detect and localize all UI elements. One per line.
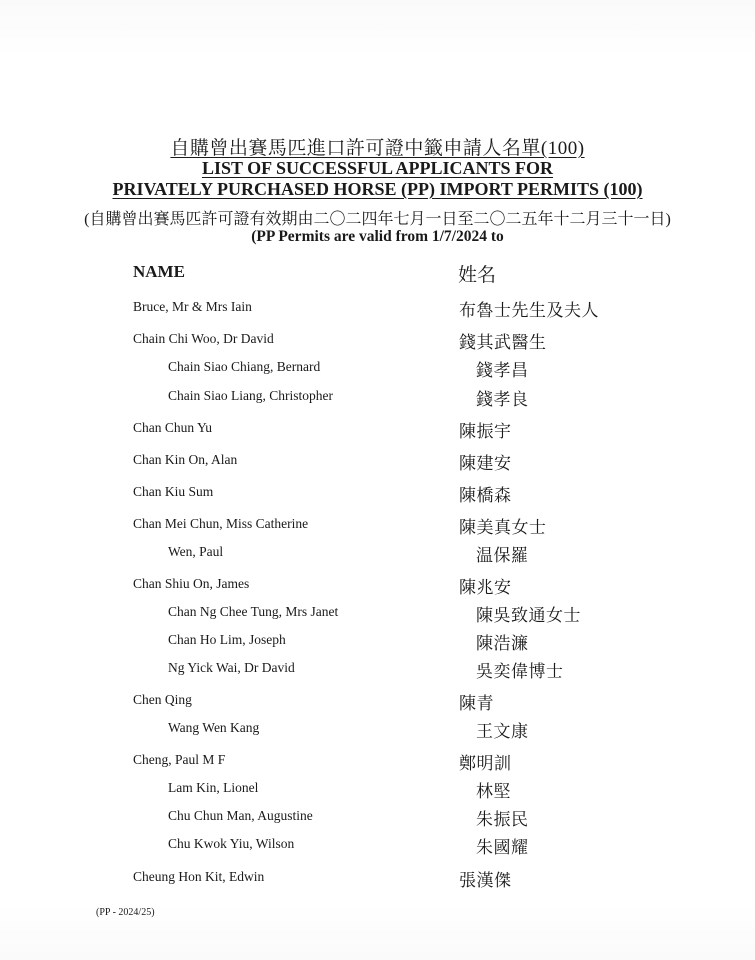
applicant-name-chinese: 温保羅 [476,546,529,565]
applicant-name-chinese: 陳吳致通女士 [476,606,581,625]
applicant-name-english: Chan Kiu Sum [133,484,214,499]
applicant-name-chinese: 吳奕偉博士 [476,662,564,681]
applicant-name-english: Chu Chun Man, Augustine [168,808,313,823]
applicant-name-english: Wang Wen Kang [168,720,260,735]
applicant-name-english: Chan Mei Chun, Miss Catherine [133,516,309,531]
applicant-name-english: Chan Ng Chee Tung, Mrs Janet [168,604,339,619]
applicant-name-english: Chu Kwok Yiu, Wilson [168,836,295,851]
applicant-name-english: Cheung Hon Kit, Edwin [133,869,265,884]
applicant-name-chinese: 錢其武醫生 [459,333,547,352]
applicant-name-english: Bruce, Mr & Mrs Iain [133,299,252,314]
document-title-english-line2: PRIVATELY PURCHASED HORSE (PP) IMPORT PERMITS (100) [112,179,643,199]
document-reference-code: (PP - 2024/25) [96,907,155,918]
applicant-name-english: Lam Kin, Lionel [168,780,259,795]
applicant-name-english: Cheng, Paul M F [133,752,226,767]
applicant-name-english: Chan Kin On, Alan [133,452,238,467]
applicant-name-chinese: 朱振民 [476,810,529,829]
applicant-name-chinese: 陳浩濂 [476,634,529,653]
applicant-name-english: Ng Yick Wai, Dr David [168,660,295,675]
applicant-name-english: Wen, Paul [168,544,224,559]
applicant-name-chinese: 鄭明訓 [459,754,512,773]
validity-note-english: (PP Permits are valid from 1/7/2024 to [251,228,504,245]
applicant-name-english: Chen Qing [133,692,192,707]
applicant-name-chinese: 朱國耀 [476,838,529,857]
applicant-name-chinese: 布魯士先生及夫人 [459,301,599,320]
applicant-name-english: Chan Chun Yu [133,420,213,435]
applicant-name-english: Chain Chi Woo, Dr David [133,331,274,346]
applicant-name-chinese: 錢孝昌 [476,361,529,380]
column-header-name: NAME [133,262,185,281]
applicant-name-english: Chain Siao Liang, Christopher [168,388,333,403]
applicant-name-chinese: 陳振宇 [459,422,512,441]
applicant-name-chinese: 陳兆安 [459,578,512,597]
applicant-name-chinese: 王文康 [476,722,529,741]
applicant-name-chinese: 林堅 [476,782,511,801]
applicant-name-english: Chan Shiu On, James [133,576,250,591]
applicant-name-chinese: 錢孝良 [476,390,529,409]
document-title-english-line1: LIST OF SUCCESSFUL APPLICANTS FOR [201,158,554,178]
document-title-chinese: 自購曾出賽馬匹進口許可證中籤申請人名單(100) [170,138,585,159]
validity-note-chinese: (自購曾出賽馬匹許可證有效期由二〇二四年七月一日至二〇二五年十二月三十一日) [84,211,671,228]
applicant-name-chinese: 張漢傑 [459,871,512,890]
applicant-name-english: Chain Siao Chiang, Bernard [168,359,321,374]
applicant-name-chinese: 陳橋森 [459,486,512,505]
applicant-name-english: Chan Ho Lim, Joseph [168,632,286,647]
column-header-name-chinese: 姓名 [458,265,497,286]
applicant-name-chinese: 陳建安 [459,454,512,473]
applicant-name-chinese: 陳青 [459,694,494,713]
applicant-name-chinese: 陳美真女士 [459,518,547,537]
